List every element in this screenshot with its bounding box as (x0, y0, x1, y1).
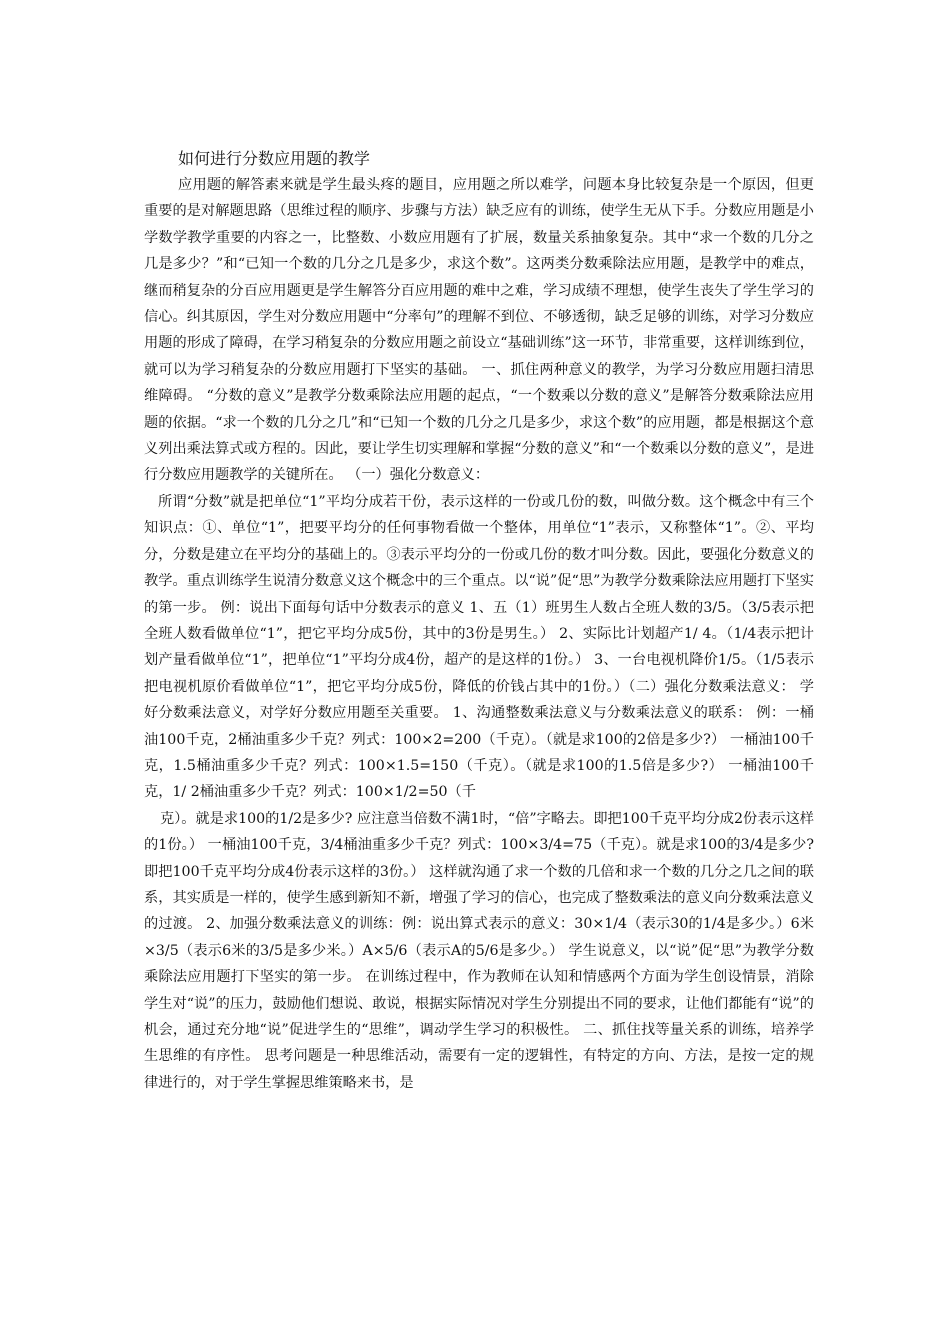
document-title: 如何进行分数应用题的教学 (178, 149, 371, 168)
paragraph-intro: 应用题的解答素来就是学生最头疼的题目，应用题之所以难学，问题本身比较复杂是一个原因，但更重要的是对解题思路（思维过程的顺序、步骤与方法）缺乏应有的训练，使学生无从下手。分数应用题是小学数学教学重要的内容之一，比整数、小数应用题有了扩展，数量关系抽象复杂。其中“求一个数的几分之几是多少？”和“已知一个数的几分之几是多少，求这个数”。这两类分数乘除法应用题，是教学中的难点，继而稍复杂的分百应用题更是学生解答分百应用题的难中之难，学习成绩不理想，使学生丧失了学生学习的信心。纠其原因，学生对分数应用题中“分率句”的理解不到位、不够透彻，缺乏足够的训练，对学习分数应用题的形成了障碍，在学习稍复杂的分数应用题之前设立“基础训练”这一环节，非常重要，这样训练到位，就可以为学习稍复杂的分数应用题打下坚实的基础。 一、抓住两种意义的教学，为学习分数应用题扫清思维障碍。 “分数的意义”是教学分数乘除法应用题的起点，“一个数乘以分数的意义”是解答分数乘除法应用题的依据。“求一个数的几分之几”和“已知一个数的几分之几是多少，求这个数”的应用题，都是根据这个意义列出乘法算式或方程的。因此，要让学生切实理解和掌握“分数的意义”和“一个数乘以分数的意义”，是进行分数应用题教学的关键所在。 （一）强化分数意义： (144, 177, 814, 484)
document-page (144, 146, 814, 1096)
paragraph-multiplication-meaning: 克）。就是求100的1/2是多少? 应注意当倍数不满1时，“倍”字略去。即把100千克平均分成2份表示这样的1份。） 一桶油100千克，3/4桶油重多少千克？列式：100×3/4=75（千克）。就是求100的3/4是多少? 即把100千克平均分成4份表示这样的3份。） 这样就沟通了求一个数的几倍和求一个数的几分之几之间的联系，其实质是一样的，使学生感到新知不新，增强了学习的信心，也完成了整数乘法的意义向分数乘法意义的过渡。 2、加强分数乘法意义的训练：例：说出算式表示的意义：30×1/4（表示30的1/4是多少。）6米×3/5（表示6米的3/5是多少米。）A×5/6（表示A的5/6是多少。） 学生说意义，以“说”促“思”为教学分数乘除法应用题打下坚实的第一步。 在训练过程中，作为教师在认知和情感两个方面为学生创设情景，消除学生对“说”的压力，鼓励他们想说、敢说，根据实际情况对学生分别提出不同的要求，让他们都能有“说”的机会，通过充分地“说”促进学生的“思维”，调动学生学习的积极性。 二、抓住找等量关系的训练，培养学生思维的有序性。 思考问题是一种思维活动，需要有一定的逻辑性，有特定的方向、方法，是按一定的规律进行的，对于学生掌握思维策略来书，是 (144, 810, 814, 1091)
paragraph-fraction-meaning: 所谓“分数”就是把单位“1”平均分成若干份，表示这样的一份或几份的数，叫做分数。这个概念中有三个知识点：①、单位“1”，把要平均分的任何事物看做一个整体，用单位“1”表示，又称整体“1”。②、平均分，分数是建立在平均分的基础上的。③表示平均分的一份或几份的数才叫分数。因此，要强化分数意义的教学。重点训练学生说清分数意义这个概念中的三个重点。以“说”促“思”为教学分数乘除法应用题打下坚实的第一步。 例：说出下面每句话中分数表示的意义 1、五（1）班男生人数占全班人数的3/5。（3/5表示把全班人数看做单位“1”，把它平均分成5份，其中的3份是男生。） 2、实际比计划超产1/ 4。（1/4表示把计划产量看做单位“1”，把单位“1”平均分成4份，超产的是这样的1份。） 3、一台电视机降价1/5。（1/5表示把电视机原价看做单位“1”，把它平均分成5份，降低的价钱占其中的1份。）（二）强化分数乘法意义： 学好分数乘法意义，对学好分数应用题至关重要。 1、沟通整数乘法意义与分数乘法意义的联系： 例：一桶油100千克，2桶油重多少千克？列式：100×2=200（千克）。（就是求100的2倍是多少?） 一桶油100千克，1.5桶油重多少千克？列式：100×1.5=150（千克）。（就是求100的1.5倍是多少?） 一桶油100千克，1/ 2桶油重多少千克？列式：100×1/2=50（千 (144, 493, 814, 801)
